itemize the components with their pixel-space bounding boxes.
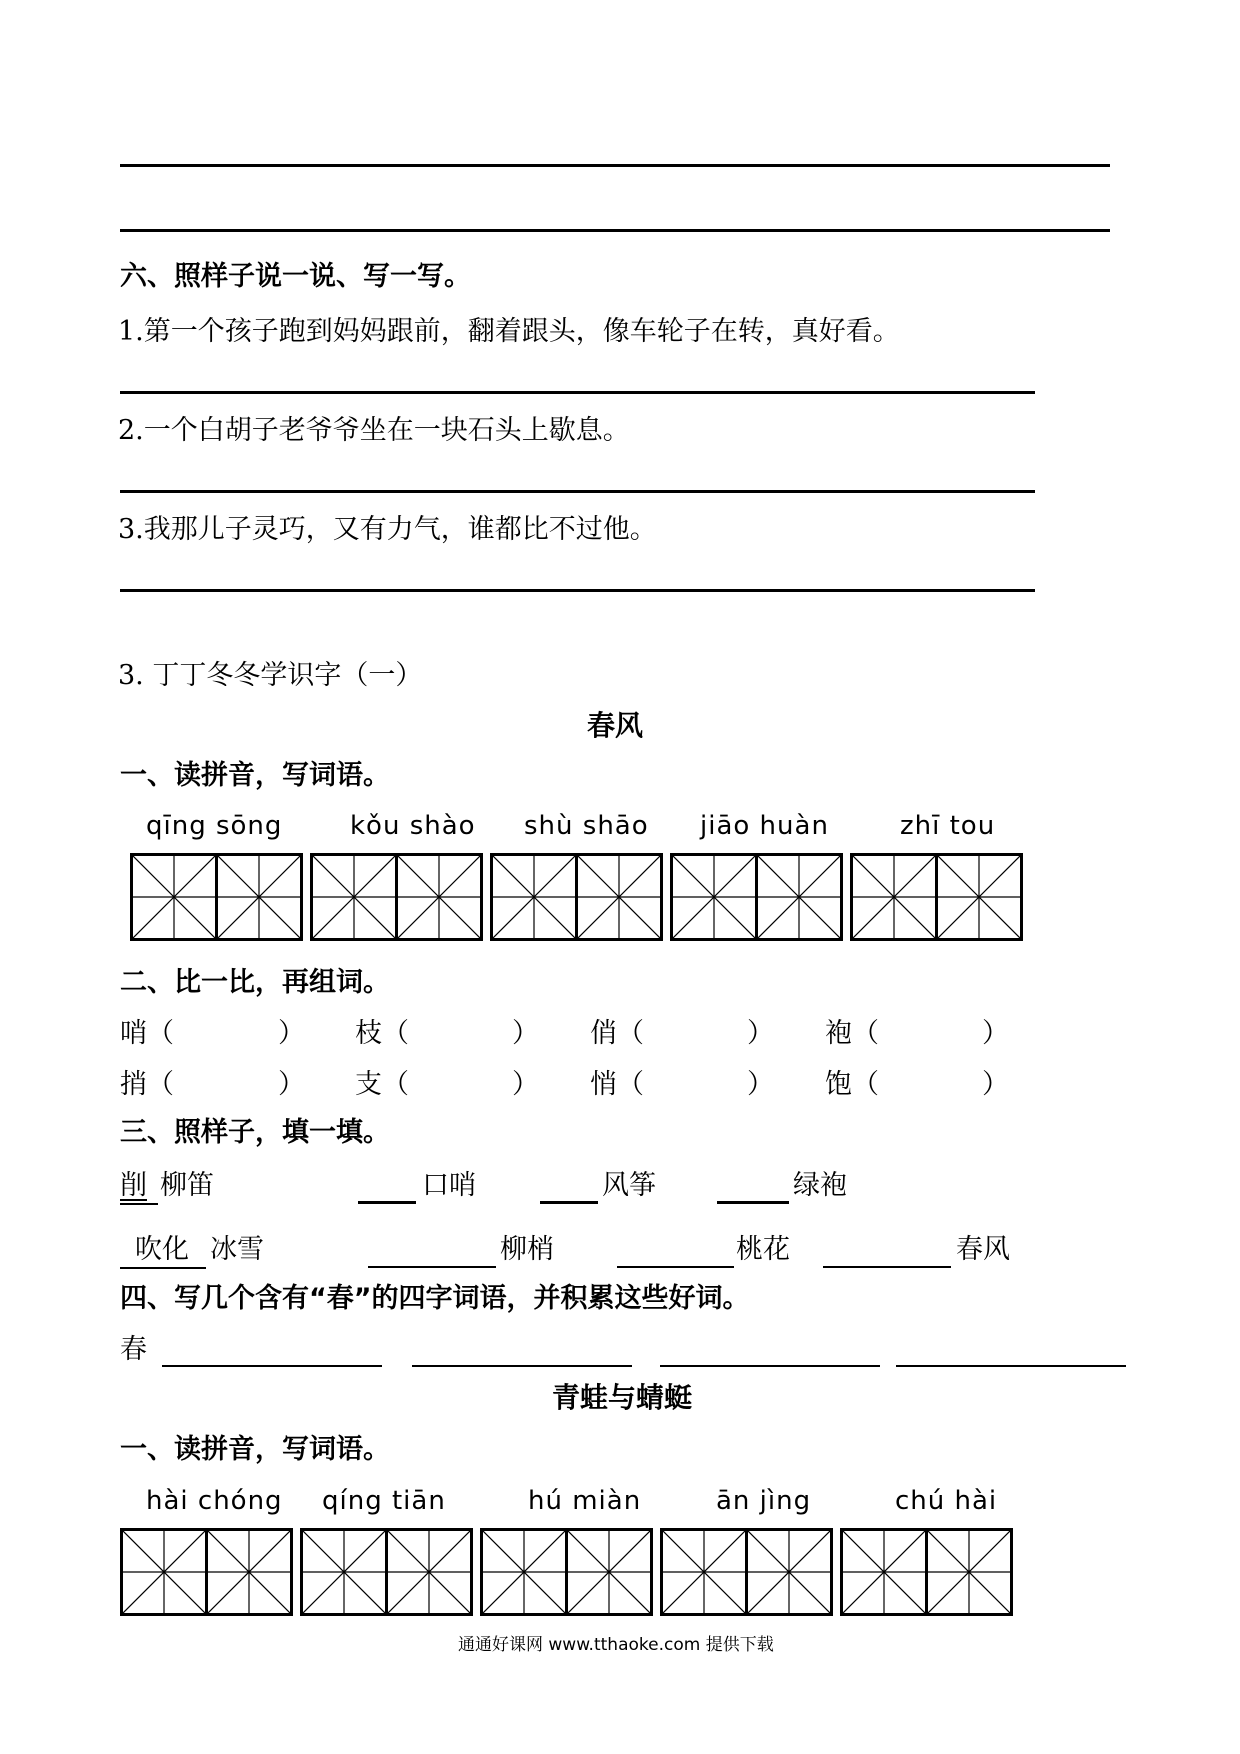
part1-title: 春风 (587, 709, 644, 742)
writing-grid-row (130, 853, 1030, 941)
compare-char: 俏（ (590, 1018, 644, 1049)
compare-char: 饱（ (825, 1069, 879, 1100)
answer-line (120, 164, 1110, 167)
writing-cell[interactable] (385, 1528, 473, 1616)
idiom-blank[interactable] (162, 1365, 382, 1367)
part1-q2-heading: 二、比一比，再组词。 (120, 967, 390, 998)
writing-cell[interactable] (925, 1528, 1013, 1616)
pinyin-label: qíng tiān (322, 1486, 446, 1516)
section6-item-3: 3.我那儿子灵巧，又有力气，谁都比不过他。 (118, 514, 657, 545)
pinyin-label: chú hài (895, 1486, 998, 1516)
idiom-blank[interactable] (896, 1365, 1126, 1367)
compare-char: 悄（ (590, 1069, 644, 1100)
answer-line[interactable] (120, 490, 1035, 493)
section6-item-1: 1.第一个孩子跑到妈妈跟前，翻着跟头，像车轮子在转，真好看。 (118, 316, 900, 347)
fill-item: 春风 (956, 1234, 1010, 1265)
example-noun: 柳笛 (160, 1170, 214, 1201)
pinyin-label: shù shāo (524, 811, 649, 841)
writing-grid-row (120, 1528, 1020, 1616)
writing-cell[interactable] (935, 853, 1023, 941)
fill-item: 风筝 (602, 1170, 656, 1201)
writing-cell[interactable] (310, 853, 398, 941)
example-verb: 吹化 (135, 1234, 189, 1265)
compare-char: 枝（ (355, 1018, 409, 1049)
pinyin-label: jiāo huàn (700, 811, 829, 841)
fill-blank[interactable] (717, 1201, 789, 1204)
compare-char: 支（ (355, 1069, 409, 1100)
fill-item: 桃花 (736, 1234, 790, 1265)
example-underline (120, 1203, 158, 1205)
part1-q3-heading: 三、照样子，填一填。 (120, 1117, 390, 1148)
writing-cell[interactable] (215, 853, 303, 941)
compare-close: ） (982, 1069, 1009, 1100)
word-box[interactable] (840, 1528, 1010, 1616)
answer-line[interactable] (120, 391, 1035, 394)
word-box[interactable] (300, 1528, 470, 1616)
answer-line[interactable] (120, 589, 1035, 592)
section6-item-2: 2.一个白胡子老爷爷坐在一块石头上歇息。 (118, 415, 630, 446)
example-noun: 冰雪 (210, 1234, 264, 1265)
writing-cell[interactable] (395, 853, 483, 941)
answer-line (120, 229, 1110, 232)
fill-item: 绿袍 (793, 1170, 847, 1201)
pinyin-label: hài chóng (146, 1486, 283, 1516)
fill-item: 口哨 (422, 1170, 476, 1201)
writing-cell[interactable] (850, 853, 938, 941)
writing-cell[interactable] (755, 853, 843, 941)
idiom-blank[interactable] (412, 1365, 632, 1367)
idiom-blank[interactable] (660, 1365, 880, 1367)
writing-cell[interactable] (840, 1528, 928, 1616)
writing-cell[interactable] (205, 1528, 293, 1616)
fill-blank[interactable] (368, 1266, 496, 1268)
fill-item: 柳梢 (500, 1234, 554, 1265)
writing-cell[interactable] (670, 853, 758, 941)
word-box[interactable] (660, 1528, 830, 1616)
part1-q1-heading: 一、读拼音，写词语。 (120, 760, 390, 791)
word-box[interactable] (130, 853, 300, 941)
word-box[interactable] (310, 853, 480, 941)
writing-cell[interactable] (575, 853, 663, 941)
writing-cell[interactable] (660, 1528, 748, 1616)
writing-cell[interactable] (490, 853, 578, 941)
pinyin-label: hú miàn (528, 1486, 642, 1516)
compare-char: 袍（ (825, 1018, 879, 1049)
compare-close: ） (278, 1069, 305, 1100)
fill-blank[interactable] (617, 1266, 734, 1268)
compare-close: ） (982, 1018, 1009, 1049)
pinyin-label: qīng sōng (146, 811, 283, 841)
compare-char: 哨（ (120, 1018, 174, 1049)
compare-close: ） (278, 1018, 305, 1049)
writing-cell[interactable] (300, 1528, 388, 1616)
compare-close: ） (747, 1069, 774, 1100)
fill-blank[interactable] (823, 1266, 951, 1268)
pinyin-label: zhī tou (900, 811, 996, 841)
compare-char: 捎（ (120, 1069, 174, 1100)
part2-q1-heading: 一、读拼音，写词语。 (120, 1434, 390, 1465)
part1-q4-heading: 四、写几个含有“春”的四字词语，并积累这些好词。 (120, 1283, 750, 1314)
fill-blank[interactable] (358, 1201, 416, 1204)
section6-heading: 六、照样子说一说、写一写。 (120, 261, 471, 292)
writing-cell[interactable] (130, 853, 218, 941)
writing-cell[interactable] (745, 1528, 833, 1616)
footer-text: 通通好课网 www.tthaoke.com 提供下载 (458, 1635, 774, 1655)
writing-cell[interactable] (120, 1528, 208, 1616)
writing-cell[interactable] (565, 1528, 653, 1616)
lesson-label: 3. 丁丁冬冬学识字（一） (118, 660, 423, 691)
word-box[interactable] (120, 1528, 290, 1616)
example-underline (120, 1267, 206, 1269)
q4-prefix-char: 春 (120, 1334, 147, 1365)
word-box[interactable] (670, 853, 840, 941)
pinyin-label: kǒu shào (350, 811, 476, 841)
part2-title: 青蛙与蜻蜓 (552, 1381, 693, 1414)
word-box[interactable] (850, 853, 1020, 941)
compare-close: ） (512, 1018, 539, 1049)
pinyin-label: ān jìng (716, 1486, 812, 1516)
compare-close: ） (747, 1018, 774, 1049)
writing-cell[interactable] (480, 1528, 568, 1616)
word-box[interactable] (490, 853, 660, 941)
example-verb: 削 (120, 1170, 147, 1201)
compare-close: ） (512, 1069, 539, 1100)
fill-blank[interactable] (540, 1201, 598, 1204)
word-box[interactable] (480, 1528, 650, 1616)
